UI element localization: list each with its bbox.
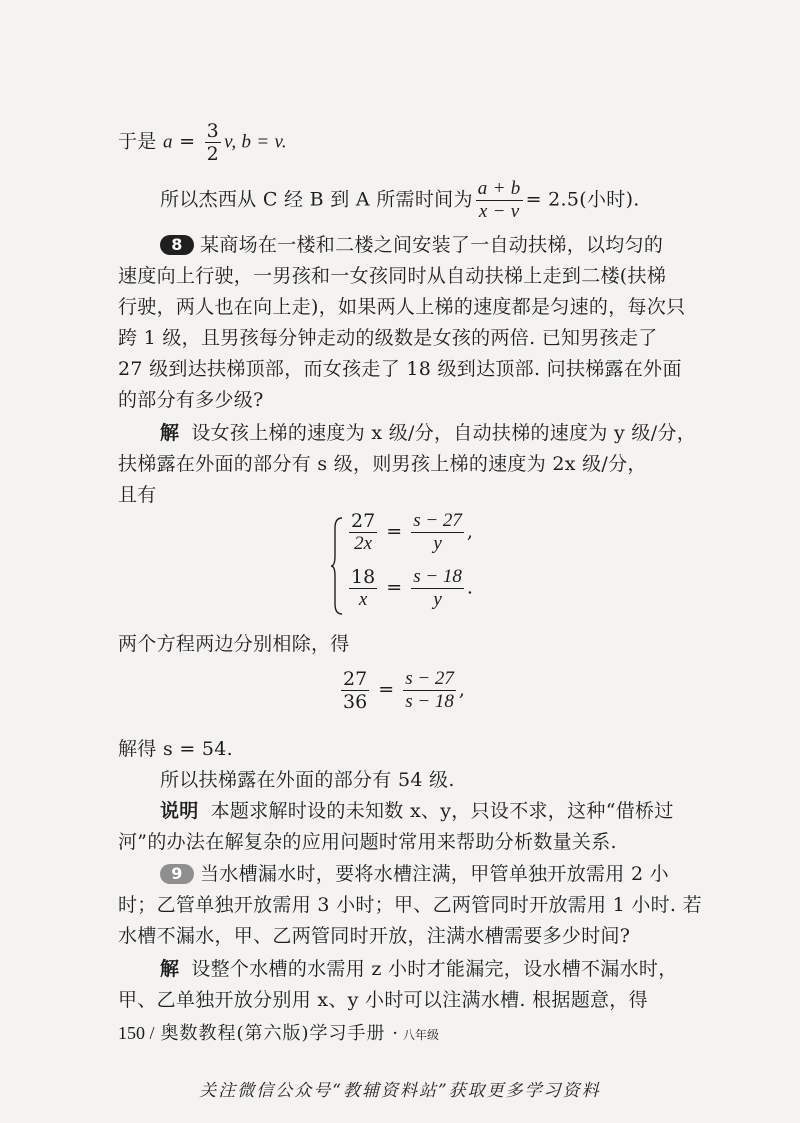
numerator: a + b (477, 178, 521, 199)
denominator: s − 18 (405, 691, 454, 712)
numerator: s − 27 (405, 668, 454, 689)
solution-line-2 (118, 451, 647, 477)
text: 设整个水槽的水需用 z 小时才能漏完，设水槽不漏水时， (191, 958, 678, 980)
problem-number-badge: 8 (160, 235, 194, 255)
solution-label: 解 (160, 958, 180, 980)
fraction (403, 668, 456, 713)
grade-label: 八年级 (403, 1028, 440, 1042)
problem-9-line-3 (118, 923, 630, 949)
text: 解得 s = 54. (118, 738, 234, 760)
page-number: 150 / (118, 1023, 155, 1043)
note-label: 说明 (160, 800, 199, 822)
text: v, b = v. (224, 131, 287, 153)
text: 所以扶梯露在外面的部分有 54 级. (160, 769, 455, 791)
text: 扶梯露在外面的部分有 s 级，则男孩上梯的速度为 2x 级/分， (118, 453, 647, 475)
text: = (172, 130, 202, 153)
problem-8-line-3 (118, 294, 685, 320)
line-1 (118, 120, 287, 165)
fraction (476, 178, 523, 223)
problem-8-line-6 (118, 387, 264, 413)
numerator: 27 (343, 668, 368, 690)
note-line-1 (160, 798, 674, 824)
fraction (411, 510, 464, 555)
equation-1: $\frac{27}{2x}$ = $\frac{s - 27}{y}$ , (351, 510, 473, 554)
denominator: 2x (354, 533, 373, 554)
solution-line-4 (118, 631, 350, 657)
text: 的部分有多少级? (118, 389, 264, 411)
numerator: 27 (351, 510, 376, 532)
text: 时；乙管单独开放需用 3 小时；甲、乙两管同时开放需用 1 小时. 若 (118, 894, 702, 916)
text: 设女孩上梯的速度为 x 级/分，自动扶梯的速度为 y 级/分， (191, 422, 697, 444)
solution-label: 解 (160, 422, 180, 444)
text: 27 级到达扶梯顶部，而女孩走了 18 级到达顶部. 问扶梯露在外面 (118, 358, 682, 380)
left-brace (330, 516, 344, 616)
text: 河”的办法在解复杂的应用问题时常用来帮助分析数量关系. (118, 831, 617, 853)
text: 本题求解时设的未知数 x、y，只设不求，这种“借桥过 (210, 800, 674, 822)
text: 水槽不漏水，甲、乙两管同时开放，注满水槽需要多少时间? (118, 925, 631, 947)
solution-line-5 (118, 736, 233, 762)
solution2-line-1 (160, 956, 678, 982)
denominator: y (433, 533, 442, 554)
problem-8-line-5 (118, 356, 682, 382)
fraction (205, 120, 221, 165)
text: , (458, 678, 465, 701)
fraction (411, 566, 464, 611)
denominator: y (433, 589, 442, 610)
var: a (162, 131, 173, 153)
problem-8-line-2 (118, 263, 666, 289)
denominator: 36 (343, 691, 368, 713)
solution-line-3 (118, 482, 157, 508)
text: 于是 (118, 130, 163, 153)
text: . (466, 576, 473, 599)
page-footer (118, 1019, 439, 1045)
numerator: s − 18 (413, 566, 462, 587)
text: 跨 1 级，且男孩每分钟走动的级数是女孩的两倍. 已知男孩走了 (118, 327, 658, 349)
numerator: 18 (351, 566, 376, 588)
text: 速度向上行驶，一男孩和一女孩同时从自动扶梯上走到二楼(扶梯 (118, 265, 667, 287)
text: 甲、乙单独开放分别用 x、y 小时可以注满水槽. 根据题意，得 (118, 989, 648, 1011)
line-2 (160, 178, 640, 223)
text: 行驶，两人也在向上走)，如果两人上梯的速度都是匀速的，每次只 (118, 296, 686, 318)
text: = 2.5(小时). (525, 188, 640, 211)
solution-line-1 (160, 420, 696, 446)
book-title: 奥数教程(第六版)学习手册 · (160, 1023, 400, 1044)
problem-9-line-1 (160, 861, 669, 887)
denominator: x (358, 589, 368, 610)
bottom-watermark-note: 关注微信公众号“教辅资料站”获取更多学习资料 (199, 1081, 601, 1101)
text: 所以杰西从 C 经 B 到 A 所需时间为 (160, 188, 473, 211)
problem-8-line-1 (160, 232, 663, 258)
problem-9-line-2 (118, 892, 702, 918)
numerator: s − 27 (413, 510, 462, 531)
solution-line-6 (160, 767, 455, 793)
numerator: 3 (206, 120, 220, 142)
text: 某商场在一楼和二楼之间安装了一自动扶梯，以均匀的 (200, 234, 664, 256)
solution2-line-2 (118, 987, 648, 1013)
text: 两个方程两边分别相除，得 (118, 633, 350, 655)
ratio-equation: $\frac{27}{36}$ = $\frac{s - 27}{s - 18}$ , (343, 668, 465, 713)
fraction (349, 510, 377, 555)
problem-number-badge: 9 (160, 864, 194, 884)
denominator: 2 (206, 143, 220, 165)
denominator: x − v (478, 201, 520, 222)
problem-8-line-4 (118, 325, 658, 351)
text: , (466, 520, 473, 543)
note-line-2 (118, 829, 617, 855)
text: 且有 (118, 484, 157, 506)
equation-2: $\frac{18}{x}$ = $\frac{s - 18}{y}$ . (351, 566, 473, 610)
fraction (341, 668, 369, 713)
fraction (349, 566, 377, 611)
text: 当水槽漏水时，要将水槽注满，甲管单独开放需用 2 小 (200, 863, 669, 885)
